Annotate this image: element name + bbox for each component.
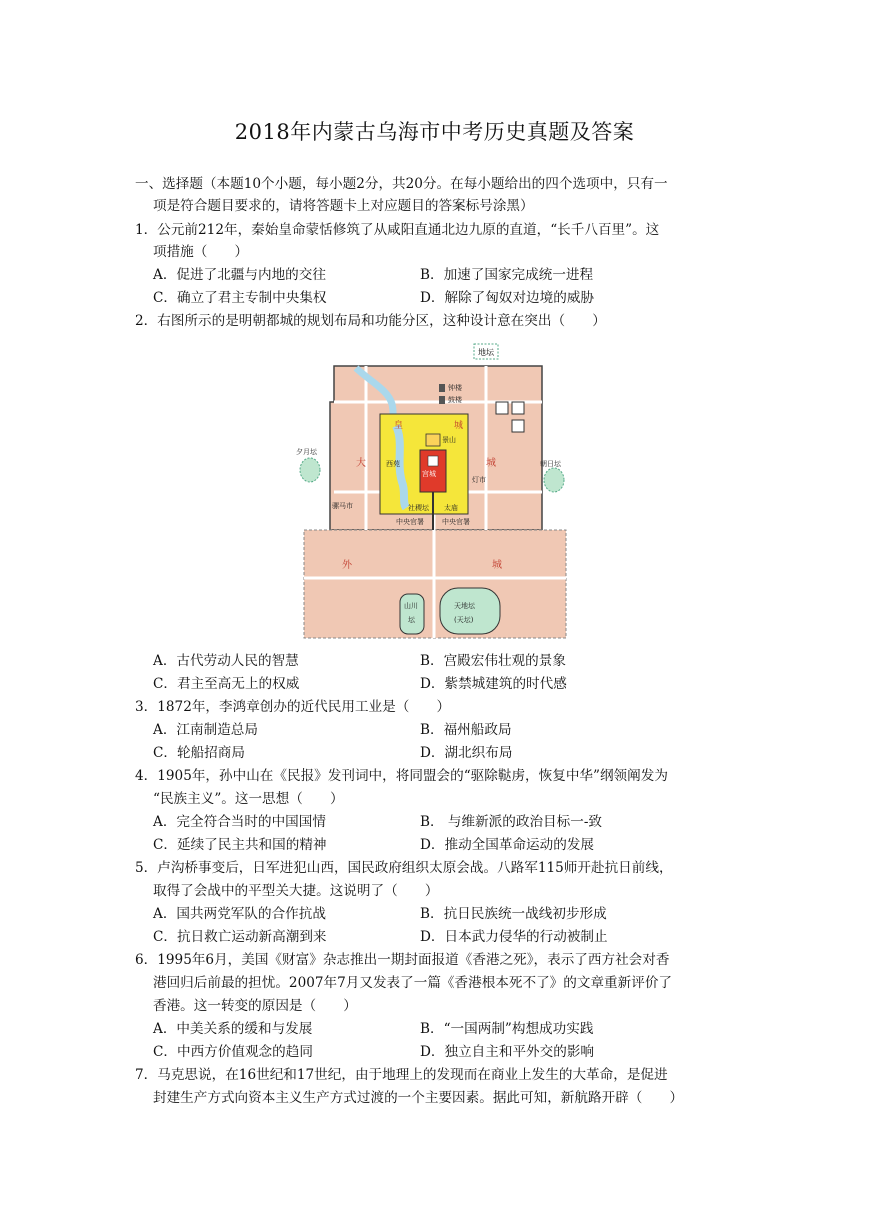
- map-label-da: 大: [356, 458, 366, 469]
- yuetan-altar: [300, 458, 320, 482]
- temple-icon: [512, 420, 524, 432]
- q6-stem-line2: 港回归后前最的担忧。2007年7月又发表了一篇《香港根本死不了》的文章重新评价了: [153, 975, 673, 991]
- q6-option-d[interactable]: D．独立自主和平外交的影响: [420, 1044, 595, 1060]
- temple-icon: [512, 402, 524, 414]
- q1-stem-line1: 1．公元前212年，秦始皇命蒙恬修筑了从咸阳直通北边九原的直道，“长千八百里”。这: [135, 222, 660, 238]
- map-label-tiandi2: (天坛): [454, 616, 474, 624]
- q3-stem-line1: 3．1872年，李鸿章创办的近代民用工业是（ ）: [135, 699, 451, 715]
- bell-tower-icon: [439, 384, 445, 392]
- map-label-shanchuan2: 坛: [408, 616, 415, 624]
- map-label-zhongyang1: 中央官署: [396, 518, 424, 526]
- map-label-shanchuan1: 山川: [404, 602, 418, 610]
- jingshan-box: [426, 434, 440, 446]
- map-label-chaori: 朝日坛: [540, 460, 561, 468]
- palace-core: [428, 456, 438, 466]
- q1-option-b[interactable]: B．加速了国家完成统一进程: [420, 267, 594, 283]
- map-label-dengshi: 灯市: [472, 476, 486, 484]
- q5-option-b[interactable]: B．抗日民族统一战线初步形成: [420, 906, 607, 922]
- map-label-gongcheng: 宫城: [422, 470, 436, 478]
- q5-option-d[interactable]: D．日本武力侵华的行动被制止: [420, 929, 608, 945]
- map-label-caishi: 骡马市: [332, 502, 353, 510]
- q4-option-a[interactable]: A．完全符合当时的中国国情: [153, 814, 326, 830]
- drum-tower-icon: [439, 396, 445, 404]
- q6-stem-line1: 6．1995年6月，美国《财富》杂志推出一期封面报道《香港之死》，表示了西方社会对香: [135, 952, 670, 968]
- q5-stem-line1: 5．卢沟桥事变后，日军进犯山西，国民政府组织太原会战。八路军115师开赴抗日前线，: [135, 860, 673, 876]
- q4-option-c[interactable]: C．延续了民主共和国的精神: [153, 837, 327, 853]
- shanchuan-altar: [400, 594, 424, 634]
- map-label-cheng2: 城: [486, 458, 496, 469]
- ritan-altar: [544, 468, 564, 492]
- q5-option-c[interactable]: C．抗日救亡运动新高潮到来: [153, 929, 327, 945]
- q6-stem-line3: 香港。这一转变的原因是（ ）: [153, 998, 357, 1014]
- q3-option-c[interactable]: C．轮船招商局: [153, 745, 245, 761]
- map-label-ditan: 地坛: [478, 348, 494, 357]
- page-title: 2018年内蒙古乌海市中考历史真题及答案: [234, 120, 635, 144]
- q1-option-d[interactable]: D．解除了匈奴对边境的威胁: [420, 290, 595, 306]
- q3-option-b[interactable]: B．福州船政局: [420, 722, 512, 738]
- map-label-gulou: 鼓楼: [448, 396, 462, 404]
- section-heading-line1: 一、选择题（本题10个小题，每小题2分，共20分。在每小题给出的四个选项中，只有一: [135, 176, 668, 192]
- q4-stem-line2: “民族主义”。这一思想（ ）: [153, 791, 344, 807]
- map-label-shejitan: 社稷坛: [408, 504, 429, 512]
- ming-capital-map: [296, 342, 568, 642]
- q4-stem-line1: 4．1905年，孙中山在《民报》发刊词中，将同盟会的“驱除鞑虏，恢复中华”纲领阐发为: [135, 768, 668, 784]
- map-label-cheng3: 城: [492, 560, 502, 571]
- q1-stem-line2: 项措施（ ）: [153, 244, 249, 260]
- map-label-huang: 皇: [394, 421, 404, 431]
- q4-option-b[interactable]: B． 与维新派的政治目标一-致: [420, 814, 603, 830]
- map-label-cheng1: 城: [454, 421, 464, 431]
- q6-option-c[interactable]: C．中西方价值观念的趋同: [153, 1044, 313, 1060]
- q1-option-a[interactable]: A．促进了北疆与内地的交往: [153, 267, 326, 283]
- map-label-zhonglou: 钟楼: [448, 384, 462, 392]
- q4-option-d[interactable]: D．推动全国革命运动的发展: [420, 837, 595, 853]
- map-label-jingshan: 景山: [442, 436, 456, 444]
- map-label-yueta: 夕月坛: [296, 448, 317, 456]
- q6-option-a[interactable]: A．中美关系的缓和与发展: [153, 1021, 313, 1037]
- section-heading-line2: 项是符合题目要求的，请将答题卡上对应题目的答案标号涂黑）: [153, 198, 534, 214]
- tiantan-altar: [440, 588, 500, 634]
- q2-option-c[interactable]: C．君主至高无上的权威: [153, 676, 300, 692]
- map-label-tiandi1: 天地坛: [454, 602, 475, 610]
- q1-option-c[interactable]: C．确立了君主专制中央集权: [153, 290, 327, 306]
- q5-stem-line2: 取得了会战中的平型关大捷。这说明了（ ）: [153, 883, 439, 899]
- q2-option-b[interactable]: B．宫殿宏伟壮观的景象: [420, 653, 566, 669]
- q6-option-b[interactable]: B．“一国两制”构想成功实践: [420, 1021, 594, 1037]
- map-label-taimiao: 太庙: [444, 504, 458, 512]
- q2-option-a[interactable]: A．古代劳动人民的智慧: [153, 653, 299, 669]
- q3-option-a[interactable]: A．江南制造总局: [153, 722, 258, 738]
- q2-stem-line1: 2．右图所示的是明朝都城的规划布局和功能分区，这种设计意在突出（ ）: [135, 313, 606, 329]
- map-label-zhongyang2: 中央官署: [442, 518, 470, 526]
- q2-option-d[interactable]: D．紫禁城建筑的时代感: [420, 676, 567, 692]
- map-label-wai: 外: [342, 560, 352, 571]
- q5-option-a[interactable]: A．国共两党军队的合作抗战: [153, 906, 326, 922]
- q7-stem-line1: 7．马克思说，在16世纪和17世纪，由于地理上的发现而在商业上发生的大革命，是促进: [135, 1067, 668, 1083]
- temple-icon: [496, 402, 508, 414]
- q7-stem-line2: 封建生产方式向资本主义生产方式过渡的一个主要因素。据此可知，新航路开辟（ ）: [153, 1090, 684, 1106]
- q3-option-d[interactable]: D．湖北织布局: [420, 745, 513, 761]
- map-label-xiyuan: 西苑: [386, 460, 400, 468]
